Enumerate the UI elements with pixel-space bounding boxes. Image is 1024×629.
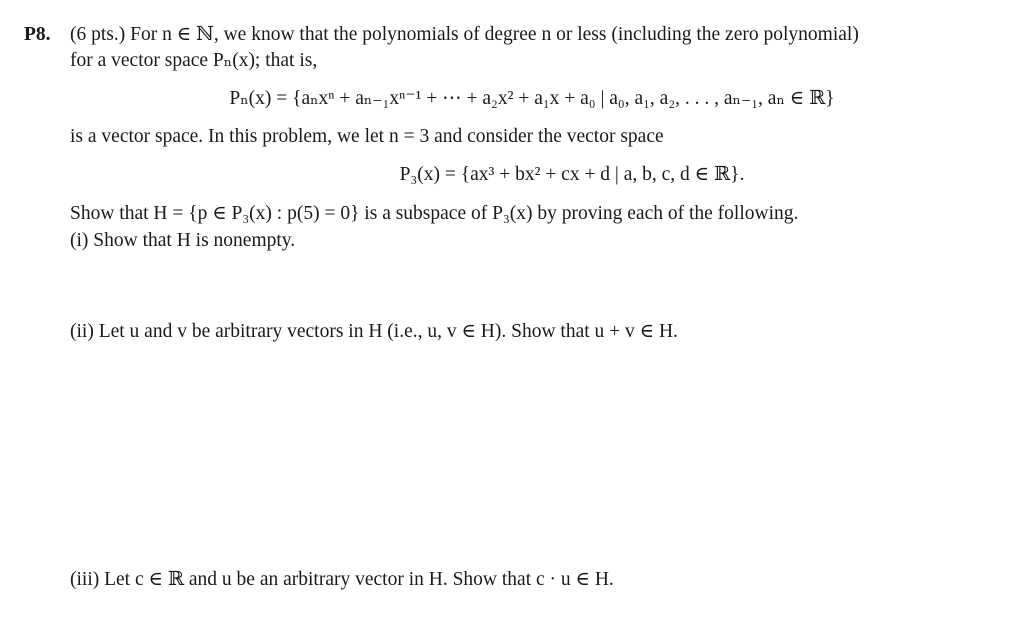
problem-label: P8.: [24, 24, 51, 45]
equation-general-polynomial-space: Pₙ(x) = {aₙxⁿ + aₙ₋₁xⁿ⁻¹ + ⋯ + a₂x² + a₁x + a₀ | a₀, a₁, a₂, . . . , aₙ₋₁, aₙ ∈ ℝ}: [229, 88, 835, 109]
intro-line-2: for a vector space Pₙ(x); that is,: [70, 50, 318, 71]
part-ii: (ii) Let u and v be arbitrary vectors in H (i.e., u, v ∈ H). Show that u + v ∈ H.: [70, 321, 678, 342]
equation-p3: P₃(x) = {ax³ + bx² + cx + d | a, b, c, d ∈ ℝ}.: [399, 164, 745, 185]
intro-line-1: (6 pts.) For n ∈ ℕ, we know that the polynomials of degree n or less (including the zero polynomial): [70, 24, 859, 45]
intro-line-3: is a vector space. In this problem, we let n = 3 and consider the vector space: [70, 126, 664, 147]
task-statement: Show that H = {p ∈ P₃(x) : p(5) = 0} is a subspace of P₃(x) by proving each of the following.: [70, 203, 799, 224]
part-iii: (iii) Let c ∈ ℝ and u be an arbitrary vector in H. Show that c · u ∈ H.: [70, 569, 614, 590]
part-i: (i) Show that H is nonempty.: [70, 230, 296, 251]
